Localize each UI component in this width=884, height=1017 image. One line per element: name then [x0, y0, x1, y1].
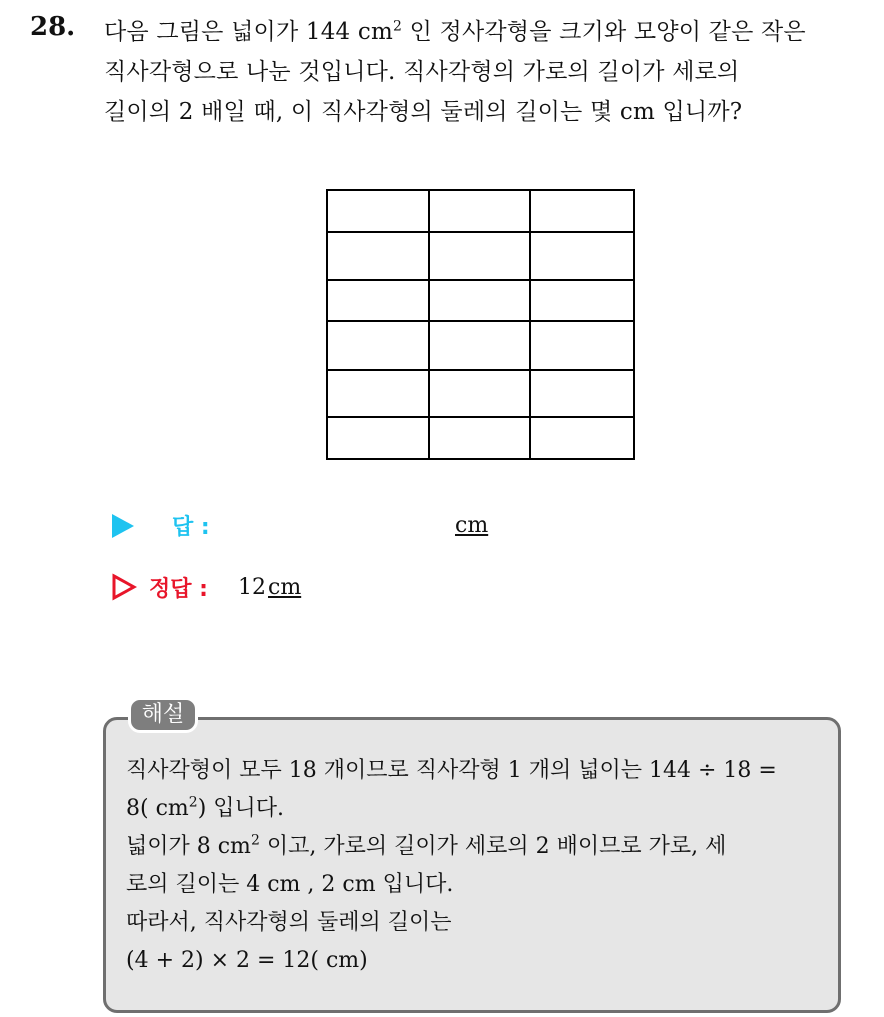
- question-line-2: 직사각형으로 나눈 것입니다. 직사각형의 가로의 길이가 세로의: [104, 59, 740, 85]
- question-number: 28.: [30, 12, 76, 42]
- explanation-line-1: 직사각형이 모두 18 개이므로 직사각형 1 개의 넓이는 144 ÷ 18 =: [126, 758, 777, 783]
- question-text: [104, 12, 864, 132]
- answer-unit: cm: [455, 513, 489, 538]
- explanation-line-2: 8( $cm^2$) 입니다.: [126, 794, 285, 821]
- explanation-text: [126, 752, 826, 980]
- correct-unit: cm: [268, 575, 302, 600]
- question-line-1: 다음 그림은 넓이가 144 $cm^2$ 인 정사각형을 크기와 모양이 같은 작은: [104, 18, 806, 45]
- answer-marker-icon: [112, 514, 134, 538]
- explanation-line-5: 따라서, 직사각형의 둘레의 길이는: [126, 910, 452, 935]
- question-line-3: 길이의 2 배일 때, 이 직사각형의 둘레의 길이는 몇 cm 입니까?: [104, 99, 743, 125]
- grid-outer-square: [327, 190, 634, 459]
- explanation-line-4: 로의 길이는 4 cm , 2 cm 입니다.: [126, 872, 454, 897]
- explanation-tag: 해설: [128, 697, 198, 733]
- correct-label: 정답 :: [149, 577, 208, 602]
- correct-marker-icon: [111, 573, 137, 601]
- correct-value: 12: [238, 575, 266, 600]
- answer-label: 답 :: [172, 515, 210, 540]
- explanation-line-6: (4 + 2) × 2 = 12( cm): [126, 948, 368, 973]
- correct-answer: [238, 575, 301, 600]
- explanation-line-3: 넓이가 8 $cm^2$ 이고, 가로의 길이가 세로의 2 배이므로 가로, 세: [126, 832, 727, 859]
- rectangle-grid-figure: [325, 188, 637, 463]
